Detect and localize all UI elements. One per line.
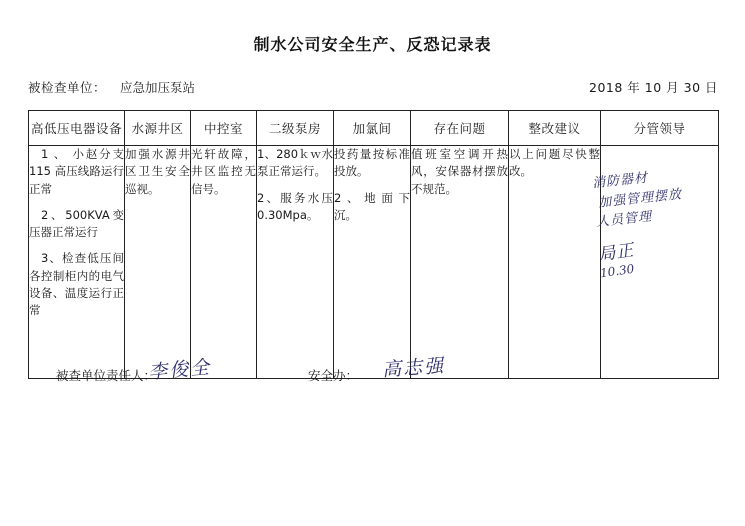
cell-problems: [411, 146, 509, 379]
cell-leader: [601, 146, 719, 379]
cell-text: 1、280ｋｗ水泵正常运行。: [257, 147, 333, 179]
safety-office-signature: 高志强: [381, 354, 446, 382]
cell-well-area: [125, 146, 191, 379]
col-header-suggestions: 整改建议: [509, 111, 601, 146]
table-header-row: [29, 111, 719, 146]
col-header-control-room: 中控室: [191, 111, 257, 146]
cell-pump-room: [257, 146, 334, 379]
meta-row: [28, 78, 718, 98]
col-header-problems: 存在问题: [411, 111, 509, 146]
signature-row: [28, 362, 718, 392]
cell-control-room: [191, 146, 257, 379]
leader-signature-date: 10.30: [599, 261, 636, 281]
cell-text: 1 、 小赵分支115 高压线路运行正常: [29, 147, 124, 196]
col-header-high-low-voltage: 高低压电器设备: [29, 111, 125, 146]
cell-suggestions: [509, 146, 601, 379]
cell-high-low-voltage: [29, 146, 125, 379]
cell-text: 3、检查低压间各控制柜内的电气设备、温度运行正常: [29, 251, 124, 317]
col-header-chlorination-room: 加氯间: [334, 111, 411, 146]
cell-text: 加强水源井区卫生安全巡视。: [125, 147, 190, 196]
col-header-well-area: 水源井区: [125, 111, 191, 146]
cell-text: 光轩故障，井区监控无信号。: [191, 147, 256, 196]
inspection-date: 2018 年 10 月 30 日: [589, 80, 718, 95]
inspected-unit-label: 被检查单位：: [28, 80, 107, 95]
cell-text: 值班室空调开热风，安保器材摆放不规范。: [411, 147, 508, 196]
cell-text: 以上问题尽快整改。: [509, 147, 600, 179]
leader-note-line3: 人员管理: [595, 209, 653, 231]
table-row: [29, 146, 719, 379]
leader-note-line1: 消防器材: [591, 170, 649, 192]
cell-chlorination-room: [334, 146, 411, 379]
col-header-pump-room: 二级泵房: [257, 111, 334, 146]
cell-text: 2、服务水压0.30Mpa。: [257, 190, 333, 222]
col-header-leader: 分管领导: [601, 111, 719, 146]
inspected-unit: [28, 78, 195, 96]
responsible-person-label: 被查单位责任人：: [56, 368, 157, 383]
cell-text: 2、500KVA变压器正常运行: [29, 207, 124, 239]
leader-signature: 局正: [597, 240, 636, 266]
safety-office-label: 安全办：: [308, 368, 359, 383]
cell-text: 2、地面下沉。: [334, 190, 410, 222]
leader-note-line2: 加强管理摆放: [597, 186, 683, 211]
inspection-table: [28, 110, 719, 379]
inspected-unit-value: 应急加压泵站: [120, 80, 196, 95]
responsible-person-signature: 李俊全: [147, 356, 212, 384]
cell-text: 投药量按标准投放。: [334, 147, 410, 179]
page-title: 制水公司安全生产、反恐记录表: [253, 35, 492, 54]
